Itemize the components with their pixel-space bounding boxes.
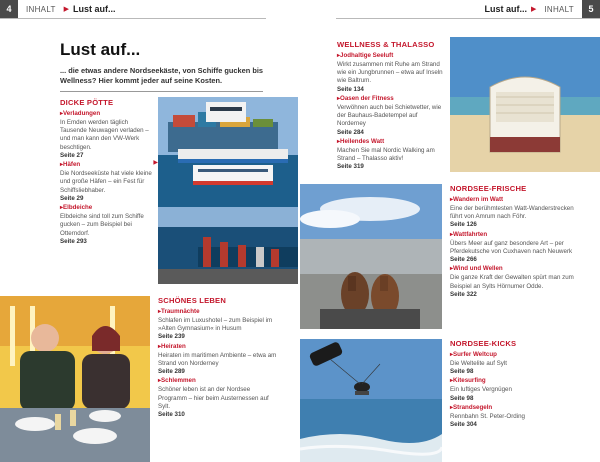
item-text: Die ganze Kraft der Gewalten spürt man zum Beispiel an Sylts Hörnumer Odde. — [450, 274, 574, 290]
ship-photo — [158, 97, 298, 207]
pointer-triangle-icon: ▶ — [153, 160, 158, 167]
section-nordsee-frische — [450, 184, 574, 300]
section-heading: NORDSEE-KICKS — [450, 339, 517, 348]
beach-chair-photo — [450, 37, 600, 172]
item-page: Seite 126 — [450, 221, 477, 229]
item-page: Seite 322 — [450, 290, 477, 298]
item-page: Seite 27 — [60, 151, 84, 159]
section-heading: WELLNESS & THALASSO — [337, 40, 435, 49]
item-title: ▸ Wandern im Watt — [450, 196, 574, 205]
item-text: Wirkt zusammen mit Ruhe am Strand wie ein Jungbrunnen – etwa auf Inseln wie Baltrum. — [337, 60, 443, 85]
item-page: Seite 134 — [337, 85, 364, 93]
list-item[interactable] — [450, 377, 574, 402]
header-current-left: Lust auf... — [73, 4, 116, 14]
section-wellness — [337, 40, 443, 173]
kitesurfing-photo — [300, 339, 442, 462]
item-text: Die Nordseeküste hat viele kleine und große Häfen – ein Fest für Schiffsliebhaber. — [60, 170, 152, 194]
item-title: ▸ Surfer Weltcup — [450, 351, 574, 360]
item-text: Übers Meer auf ganz besondere Art – per Pferdekutsche von Cuxhaven nach Neuwerk — [450, 239, 573, 255]
list-item[interactable] — [450, 196, 574, 230]
section-heading: SCHÖNES LEBEN — [158, 296, 226, 305]
item-title: ▸ Jodhaltige Seeluft — [337, 52, 443, 61]
item-title: ▸ Oasen der Fitness — [337, 95, 443, 104]
header-section-right: INHALT — [544, 4, 574, 14]
list-item[interactable] — [60, 204, 152, 246]
section-dicke-poette — [60, 98, 158, 247]
list-item[interactable] — [450, 351, 574, 376]
item-text: Verwöhnen auch bei Schietwetter, wie der Bauhaus-Badetempel auf Norderney — [337, 103, 442, 128]
item-page: Seite 293 — [60, 237, 87, 245]
header-rule-left — [0, 18, 266, 19]
header-section-left: INHALT — [26, 4, 56, 14]
item-page: Seite 29 — [60, 194, 84, 202]
item-title: ▸ Traumnächte — [158, 308, 280, 317]
item-page: Seite 98 — [450, 394, 474, 402]
item-text: Ein luftiges Vergnügen — [450, 386, 512, 394]
item-text: Rennbahn St. Peter-Ording — [450, 412, 525, 420]
intro-text: ... die etwas andere Nordseekäste, von Schiffe gucken bis Wellness? Hier kommt jeder auf seine Kosten. — [60, 66, 263, 85]
right-page-header — [484, 0, 600, 18]
item-text: Machen Sie mal Nordic Walking am Strand – Thalasso aktiv! — [337, 146, 435, 163]
item-page: Seite 319 — [337, 163, 364, 171]
item-page: Seite 289 — [158, 368, 185, 376]
item-title: ▸ Heilendes Watt — [337, 138, 443, 147]
item-title: ▸ Wattfahrten — [450, 231, 574, 240]
intro-rule — [60, 91, 263, 92]
page-number-right: 5 — [582, 0, 600, 18]
item-title: ▸ Elbdeiche — [60, 204, 152, 213]
header-current-right: Lust auf... — [484, 4, 527, 14]
list-item[interactable] — [450, 404, 574, 429]
item-title: ▸ Heiraten — [158, 343, 280, 352]
list-item[interactable] — [450, 265, 574, 299]
list-item[interactable] — [60, 160, 158, 203]
item-title: ▸ Kitesurfing — [450, 377, 574, 386]
item-text: In Emden werden täglich Tausende Neuwagen verladen – und man kann den VW-Werk beschtigen. — [60, 118, 149, 151]
list-item[interactable] — [337, 138, 443, 172]
header-triangle-icon: ▶ — [63, 6, 70, 13]
item-page: Seite 304 — [450, 421, 477, 429]
item-text: Eine der berühmtesten Watt-Wanderstrecken führt von Amrum nach Föhr. — [450, 204, 574, 221]
item-title: ▸ Verladungen — [60, 110, 152, 119]
horse-carriage-photo — [300, 184, 442, 329]
section-heading: DICKE PÖTTE — [60, 98, 114, 107]
item-text: Elbdeiche sind toll zum Schiffe gucken – zum Beispiel bei Otterndorf. — [60, 213, 144, 237]
header-rule-right — [336, 18, 600, 19]
list-item[interactable] — [158, 308, 280, 342]
item-title: ▸ Häfen — [60, 161, 152, 170]
header-triangle-icon: ▶ — [530, 6, 537, 13]
item-text: Schöner leben ist an der Nordsee Programm – hier beim Austernessen auf Sylt. — [158, 386, 269, 410]
item-page: Seite 266 — [450, 256, 477, 264]
item-page: Seite 98 — [450, 368, 474, 376]
page-number-left: 4 — [0, 0, 18, 18]
section-nordsee-kicks — [450, 339, 574, 430]
item-page: Seite 239 — [158, 333, 185, 341]
item-page: Seite 284 — [337, 128, 364, 136]
list-item[interactable] — [450, 231, 574, 265]
list-item[interactable] — [337, 95, 443, 137]
item-title: ▸ Schlemmen — [158, 377, 280, 386]
oyster-dinner-photo — [0, 296, 150, 462]
list-item[interactable] — [337, 52, 443, 94]
section-schoenes-leben — [158, 296, 280, 420]
left-page-header — [0, 0, 116, 18]
item-text: Schlafen im Luxushotel – zum Beispiel im »Alten Gymnasium« in Husum — [158, 316, 273, 333]
harbour-bollards-photo — [158, 207, 298, 284]
item-text: Die Weltelite auf Sylt — [450, 359, 507, 367]
item-page: Seite 310 — [158, 411, 185, 419]
item-title: ▸ Wind und Wellen — [450, 265, 574, 274]
list-item[interactable] — [158, 377, 280, 419]
list-item[interactable] — [158, 343, 280, 377]
section-heading: NORDSEE-FRISCHE — [450, 184, 527, 193]
item-text: Heiraten im maritimen Ambiente – etwa am Strand von Norderney — [158, 351, 277, 367]
list-item[interactable] — [60, 110, 152, 160]
page-title: Lust auf... — [60, 40, 141, 59]
item-title: ▸ Strandsegeln — [450, 404, 574, 413]
